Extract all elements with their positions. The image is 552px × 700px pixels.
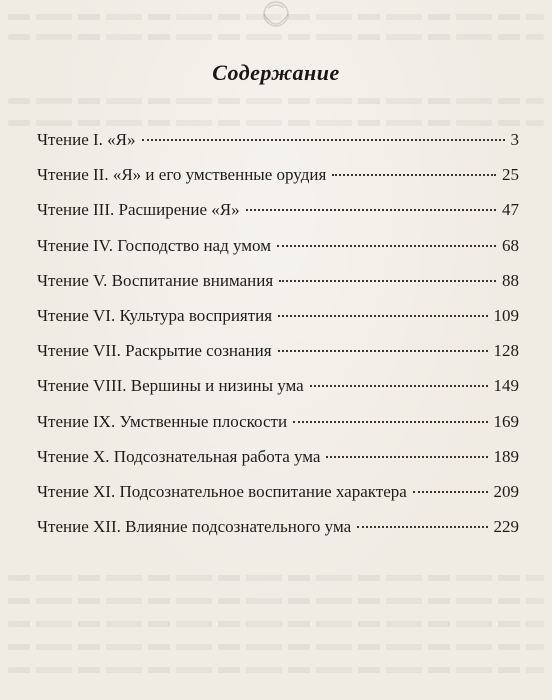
toc-entry (37, 412, 519, 447)
toc-entry-label: Чтение II. «Я» и его умственные орудия (37, 165, 327, 185)
toc-entry-page-number: 47 (502, 200, 519, 220)
toc-entry-label: Чтение I. «Я» (37, 130, 136, 149)
dot-leader (332, 173, 496, 176)
dot-leader (142, 138, 505, 141)
toc-entry (37, 482, 519, 517)
toc-entry (37, 200, 519, 235)
page-title: Содержание (212, 60, 340, 85)
dot-leader (357, 525, 487, 528)
toc-entry-page-number: 25 (502, 165, 519, 185)
toc-entry-label: Чтение VII. Раскрытие сознания (37, 341, 272, 361)
toc-entry-page-number: 88 (502, 270, 519, 290)
toc-entry (37, 130, 519, 165)
toc-entry (37, 447, 519, 482)
toc-entry-page-number: 3 (510, 130, 519, 149)
show-through-line (8, 120, 544, 126)
toc-entry-page-number: 109 (493, 305, 519, 325)
toc-entry-label: Чтение X. Подсознательная работа ума (37, 446, 321, 466)
toc-entry-page-number: 209 (493, 481, 519, 501)
table-of-contents (37, 130, 519, 552)
toc-entry (37, 165, 519, 200)
show-through-line (8, 621, 544, 627)
toc-entry (37, 341, 519, 376)
dot-leader (278, 349, 488, 352)
dot-leader (310, 384, 488, 387)
dot-leader (293, 420, 487, 423)
toc-entry-page-number: 169 (493, 411, 519, 431)
toc-entry-label: Чтение XII. Влияние подсознательного ума (37, 517, 352, 537)
toc-entry-label: Чтение IV. Господство над умом (37, 235, 271, 255)
show-through-line (8, 575, 544, 581)
toc-entry (37, 306, 519, 341)
toc-entry-page-number: 229 (493, 517, 519, 537)
show-through-line (8, 98, 544, 104)
toc-entry (37, 376, 519, 411)
toc-entry-page-number: 128 (493, 341, 519, 361)
show-through-line (8, 644, 544, 650)
toc-entry (37, 517, 519, 552)
dot-leader (278, 314, 487, 317)
dot-leader (246, 208, 496, 211)
dot-leader (279, 279, 496, 282)
toc-entry-label: Чтение III. Расширение «Я» (37, 200, 240, 220)
toc-entry-label: Чтение VIII. Вершины и низины ума (37, 376, 304, 396)
dot-leader (277, 244, 496, 247)
toc-entry-page-number: 68 (502, 235, 519, 255)
toc-entry (37, 236, 519, 271)
show-through-line (8, 667, 544, 673)
toc-entry-label: Чтение IX. Умственные плоскости (37, 411, 288, 431)
toc-entry (37, 271, 519, 306)
toc-entry-page-number: 149 (493, 376, 519, 396)
ornament-icon (246, 0, 306, 40)
toc-entry-label: Чтение XI. Подсознательное воспитание характера (37, 481, 407, 501)
toc-entry-label: Чтение V. Воспитание внимания (37, 270, 274, 290)
toc-entry-page-number: 189 (493, 446, 519, 466)
toc-entry-label: Чтение VI. Культура восприятия (37, 305, 273, 325)
dot-leader (413, 490, 488, 493)
show-through-line (8, 598, 544, 604)
dot-leader (326, 455, 487, 458)
